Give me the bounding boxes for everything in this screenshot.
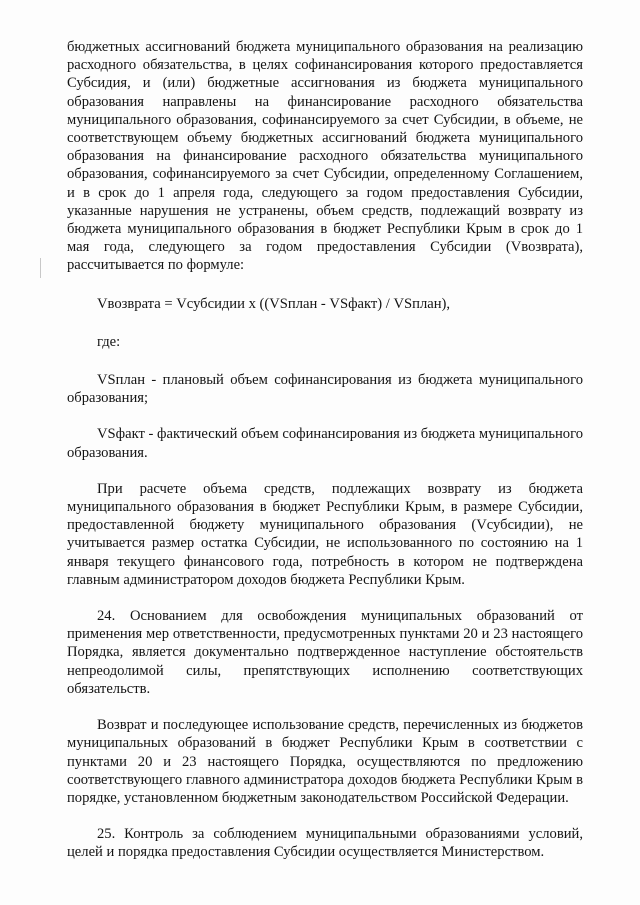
paragraph-24: 24. Основанием для освобождения муниципальных образований от применения мер ответственности, предусмотренных пунктами 20 и 23 настоящего Порядка, является документально подтвержденное наступление обстоятельств непреодолимой силы, препятствующих исполнению соответствующих обязательств. [67, 608, 583, 697]
formula: Vвозврата = Vсубсидии х ((VSплан - VSфакт) / VSплан), [97, 295, 451, 312]
where-label: где: [97, 333, 121, 350]
paragraph-intro: бюджетных ассигнований бюджета муниципального образования на реализацию расходного обязательства, в целях софинансирования которого предоставляется Субсидия, и (или) бюджетные ассигнования из бюджета муниципального образования направлены на финансирование расходного обязательства муниципального образования, софинансируемого за счет Субсидии, в объеме, не соответствующем объему бюджетных ассигнований бюджета муниципального образования на финансирование расходного обязательства муниципального образования, софинансируемого за счет Субсидии, определенному Соглашением, и в срок до 1 апреля года, следующего за годом предоставления Субсидии, указанные нарушения не устранены, объем средств, подлежащий возврату из бюджета муниципального образования в бюджет Республики Крым в срок до 1 мая года, следующего за годом предоставления Субсидии (Vвозврата), рассчитывается по формуле: [67, 39, 583, 274]
document-body [67, 38, 583, 862]
scan-artifact [40, 258, 41, 278]
paragraph-return: Возврат и последующее использование средств, перечисленных из бюджетов муниципальных образований в бюджет Республики Крым в соответствии с пунктами 20 и 23 настоящего Порядка, осуществляются по предложению соответствующего главного администратора доходов бюджета Республики Крым в порядке, установленном бюджетным законодательством Российской Федерации. [67, 717, 583, 806]
definition-vsplan: VSплан - плановый объем софинансирования из бюджета муниципального образования; [67, 372, 583, 407]
paragraph-25: 25. Контроль за соблюдением муниципальными образованиями условий, целей и порядка предоставления Субсидии осуществляется Министерством. [67, 826, 583, 861]
paragraph-calculation: При расчете объема средств, подлежащих возврату из бюджета муниципального образования в бюджет Республики Крым, в размере Субсидии, предоставленной бюджету муниципального образования (Vсубсидии), не учитывается размер остатка Субсидии, не использованного по состоянию на 1 января текущего финансового года, потребность в котором не подтверждена главным администратором доходов бюджета Республики Крым. [67, 480, 583, 588]
definition-vsfakt: VSфакт - фактический объем софинансирования из бюджета муниципального образования. [67, 426, 583, 461]
